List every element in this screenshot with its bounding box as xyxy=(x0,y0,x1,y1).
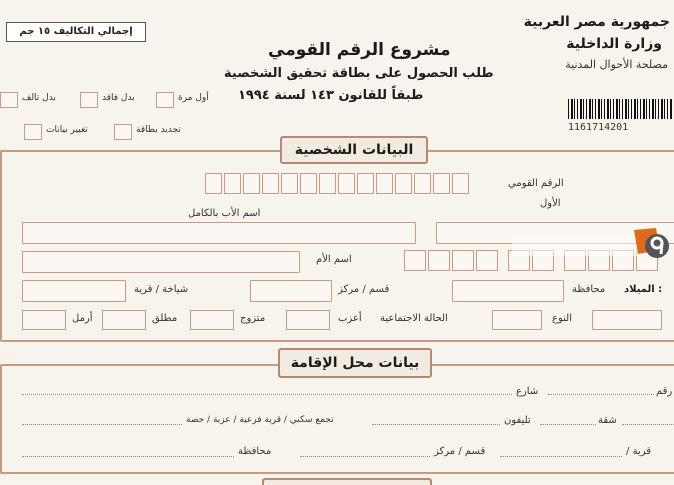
barcode xyxy=(568,99,672,119)
extra-line[interactable] xyxy=(622,424,674,425)
res-district-label: قسم / مركز xyxy=(434,446,486,457)
gender-field[interactable] xyxy=(492,310,542,330)
barcode-number: 1161714201 xyxy=(568,122,629,133)
watermark-text xyxy=(522,240,572,253)
masrawy-logo-icon xyxy=(630,226,672,264)
id-cell[interactable] xyxy=(433,173,450,194)
id-cell[interactable] xyxy=(414,173,431,194)
number-line[interactable] xyxy=(548,394,654,395)
birth-village-field[interactable] xyxy=(22,280,126,302)
phone-line[interactable] xyxy=(372,424,500,425)
damaged-label: بدل تالف xyxy=(22,93,56,103)
form-subtitle-1: طلب الحصول على بطاقة تحقيق الشخصية xyxy=(224,66,494,81)
national-id-label: الرقم القومي xyxy=(508,178,564,189)
compound-line[interactable] xyxy=(22,424,182,425)
id-cell[interactable] xyxy=(281,173,298,194)
total-cost-box xyxy=(6,22,146,42)
widowed-field[interactable] xyxy=(22,310,66,330)
birth-district-field[interactable] xyxy=(250,280,332,302)
apartment-label: شقة xyxy=(598,415,617,426)
single-label: أعزب xyxy=(338,313,362,324)
id-cell[interactable] xyxy=(338,173,355,194)
married-field[interactable] xyxy=(190,310,234,330)
id-cell[interactable] xyxy=(395,173,412,194)
change-data-label: تغيير بيانات xyxy=(46,125,88,135)
id-cell[interactable] xyxy=(262,173,279,194)
mother-name-label: اسم الأم xyxy=(316,254,352,265)
damaged-checkbox[interactable] xyxy=(0,92,18,108)
gender-label: النوع xyxy=(552,313,572,324)
widowed-label: أرمل xyxy=(72,313,93,324)
change-data-checkbox[interactable] xyxy=(24,124,42,140)
id-cell[interactable] xyxy=(319,173,336,194)
personal-section-title: البيانات الشخصية xyxy=(280,136,428,164)
divorced-label: مطلق xyxy=(152,313,178,324)
id-cell[interactable] xyxy=(300,173,317,194)
birth-district-label: قسم / مركز xyxy=(338,284,390,295)
apartment-line[interactable] xyxy=(540,424,596,425)
first-time-label: أول مرة xyxy=(178,93,209,103)
id-cell[interactable] xyxy=(243,173,260,194)
number-label: رقم xyxy=(656,386,673,397)
street-label: شارع xyxy=(516,386,539,397)
birth-governorate-label: محافظة xyxy=(572,284,606,295)
residence-section-frame xyxy=(0,364,674,474)
renew-checkbox[interactable] xyxy=(114,124,132,140)
id-cell[interactable] xyxy=(452,173,469,194)
gov-line2: وزارة الداخلية xyxy=(566,36,662,52)
date-cell[interactable] xyxy=(476,250,498,271)
lost-checkbox[interactable] xyxy=(80,92,98,108)
father-name-field[interactable] xyxy=(22,222,416,244)
res-village-label: / قرية xyxy=(626,446,652,457)
id-cell[interactable] xyxy=(357,173,374,194)
compound-label: تجمع سكني / قرية فرعية / عزبة / حصة xyxy=(186,415,334,425)
gov-line1: جمهورية مصر العربية xyxy=(523,14,670,30)
social-status-label: الحالة الاجتماعية xyxy=(380,313,448,324)
res-governorate-label: محافظة xyxy=(238,446,272,457)
married-label: متزوج xyxy=(240,313,266,324)
single-field[interactable] xyxy=(286,310,330,330)
id-cell[interactable] xyxy=(376,173,393,194)
form-subtitle-2: طبقاً للقانون ١٤٣ لسنة ١٩٩٤ xyxy=(238,88,424,103)
residence-section-title: بيانات محل الإقامة xyxy=(278,348,432,378)
birth-village-label: شياخة / قرية xyxy=(134,284,189,295)
project-title: مشروع الرقم القومي xyxy=(268,40,451,60)
id-cell[interactable] xyxy=(224,173,241,194)
res-village-line[interactable] xyxy=(500,456,622,457)
birth-label: الميلاد : xyxy=(624,284,663,295)
date-cell[interactable] xyxy=(404,250,426,271)
phone-label: تليفون xyxy=(504,415,531,426)
date-cell[interactable] xyxy=(452,250,474,271)
extra-field[interactable] xyxy=(592,310,662,330)
total-cost-label: إجمالي التكاليف ١٥ جم xyxy=(19,26,133,37)
mother-name-field[interactable] xyxy=(22,251,300,273)
res-governorate-line[interactable] xyxy=(22,456,234,457)
national-id-cells[interactable] xyxy=(203,173,469,194)
first-time-checkbox[interactable] xyxy=(156,92,174,108)
birth-governorate-field[interactable] xyxy=(452,280,564,302)
divorced-field[interactable] xyxy=(102,310,146,330)
lost-label: بدل فاقد xyxy=(102,93,135,103)
date-cell[interactable] xyxy=(428,250,450,271)
res-district-line[interactable] xyxy=(300,456,430,457)
id-cell[interactable] xyxy=(205,173,222,194)
first-name-label: الأول xyxy=(540,198,561,209)
renew-label: تجديد بطاقة xyxy=(136,125,181,135)
next-section-title-edge xyxy=(262,478,432,485)
gov-line3: مصلحة الأحوال المدنية xyxy=(565,58,668,71)
father-full-label: اسم الأب بالكامل xyxy=(188,208,261,219)
street-line[interactable] xyxy=(22,394,512,395)
